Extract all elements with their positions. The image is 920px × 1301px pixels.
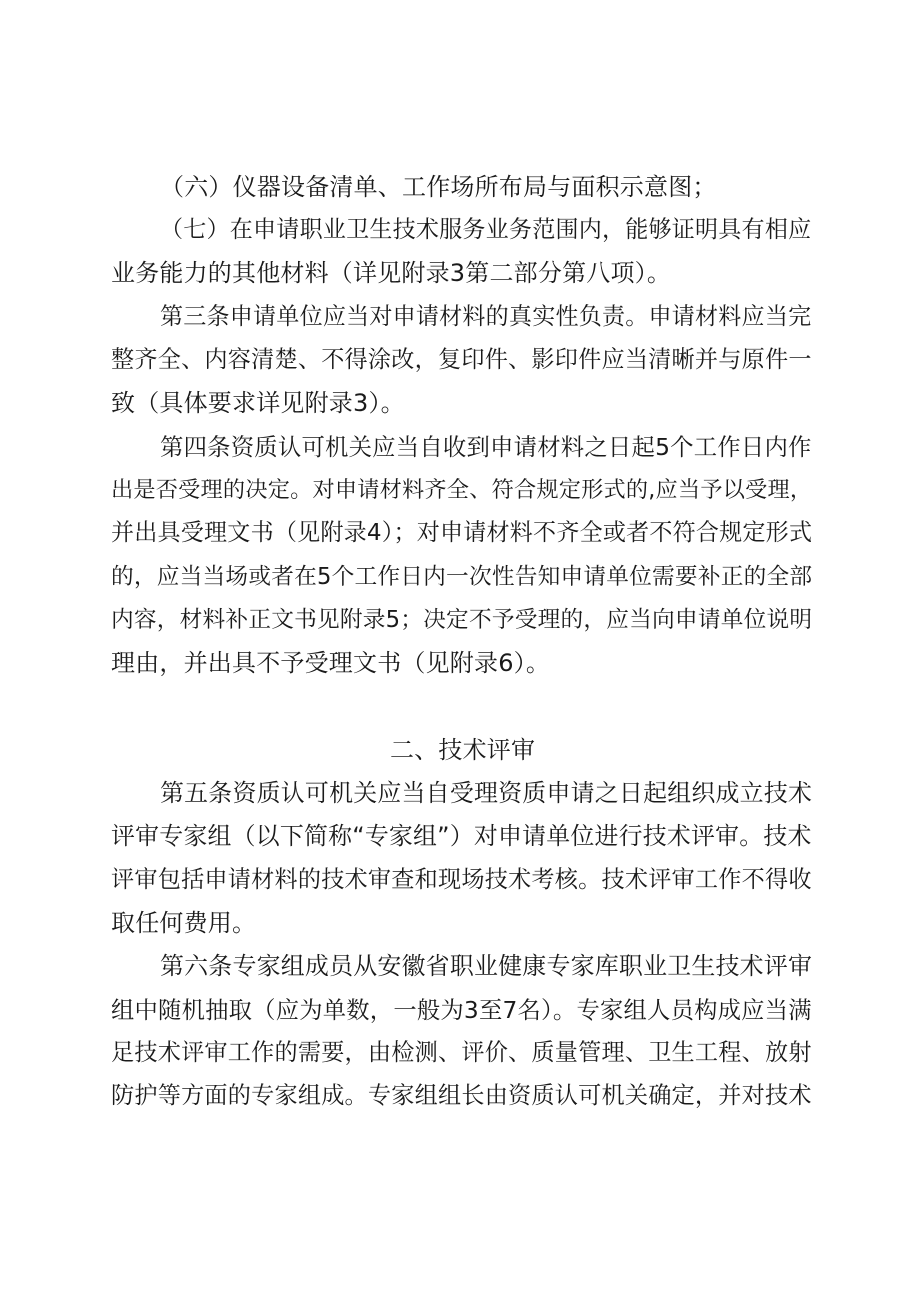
text-line: 内容，材料补正文书见附录5；决定不予受理的，应当向申请单位说明 [111,607,813,633]
text-line: 第四条资质认可机关应当自收到申请材料之日起5个工作日内作 [160,433,812,461]
text-line: 足技术评审工作的需要，由检测、评价、质量管理、卫生工程、放射 [111,1039,812,1066]
text-line: 出是否受理的决定。对申请材料齐全、符合规定形式的,应当予以受理， [111,477,813,503]
text-line: 防护等方面的专家组成。专家组组长由资质认可机关确定，并对技术 [111,1082,812,1109]
text-line: 取任何费用。 [111,909,257,937]
section-heading: 二、技术评审 [390,736,536,764]
text-line: 致（具体要求详见附录3）。 [111,389,405,417]
text-line: 评审包括申请材料的技术审查和现场技术考核。技术评审工作不得收 [111,866,812,893]
text-line: 评审专家组（以下简称“专家组”）对申请单位进行技术评审。技术 [111,822,812,850]
text-line: （六）仪器设备清单、工作场所布局与面积示意图； [160,173,717,201]
text-line: 并出具受理文书（见附录4）；对申请材料不齐全或者不符合规定形式 [111,520,813,546]
text-line: 整齐全、内容清楚、不得涂改，复印件、影印件应当清晰并与原件一 [111,346,812,373]
text-line: 业务能力的其他材料（详见附录3第二部分第八项）。 [111,259,672,287]
text-line: （七）在申请职业卫生技术服务业务范围内，能够证明具有相应 [160,217,812,243]
text-line: 的，应当当场或者在5个工作日内一次性告知申请单位需要补正的全部 [111,564,813,590]
text-line: 第六条专家组成员从安徽省职业健康专家库职业卫生技术评审 [160,952,813,980]
text-line: 组中随机抽取（应为单数，一般为3至7名）。专家组人员构成应当满 [111,996,812,1024]
text-line: 第五条资质认可机关应当自受理资质申请之日起组织成立技术 [160,779,813,807]
text-line: 第三条申请单位应当对申请材料的真实性负责。申请材料应当完 [160,304,812,330]
text-line: 理由，并出具不予受理文书（见附录6）。 [111,649,551,677]
